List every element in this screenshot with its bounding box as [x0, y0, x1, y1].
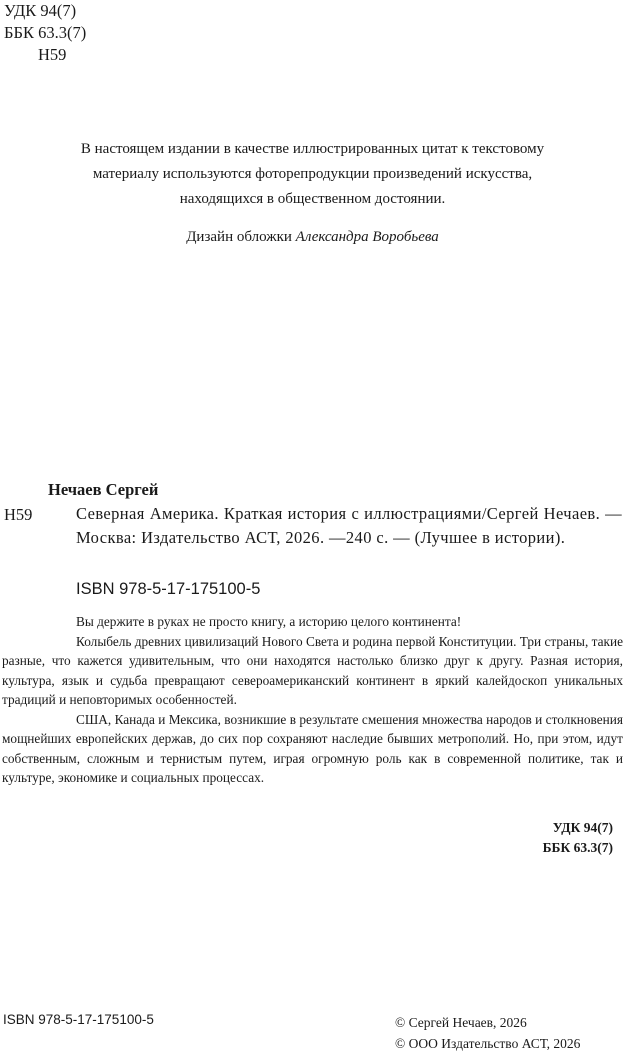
- annotation-paragraph: США, Канада и Мексика, возникшие в результате смешения множества народов и столкновения мощнейших европейских держав, до сих пор сохраняют наследие бывших метрополий. Но, при этом, идут собственным, сложным и тернистым путем, играя огромную роль как в современной политике, так и культуре, экономике и социальных процессах.: [2, 711, 623, 785]
- bib-isbn: ISBN 978-5-17-175100-5: [76, 580, 261, 598]
- annotation-paragraph: Колыбель древних цивилизаций Нового Света и родина первой Конституции. Три страны, такие разные, что кажется удивительным, что они находятся настолько близко друг к другу. Разная история, культура, язык и судьба превращают североамериканский континент в яркий калейдоскоп уникальных традиций и неповторимых особенностей.: [2, 633, 623, 707]
- bib-author-mark: Н59: [4, 505, 33, 524]
- classification-codes-bottom: [543, 818, 613, 858]
- annotation: [2, 612, 623, 788]
- udk-code: УДК 94(7): [4, 1, 77, 20]
- copyright-block: [395, 1012, 580, 1054]
- notice-line: находящихся в общественном достоянии.: [179, 191, 446, 207]
- copyright-author: © Сергей Нечаев, 2026: [395, 1015, 527, 1030]
- cover-design-credit: [0, 229, 625, 246]
- footer-isbn: ISBN 978-5-17-175100-5: [3, 1012, 154, 1027]
- bbk-code: ББК 63.3(7): [542, 840, 613, 855]
- notice-line: материалу используются фоторепродукции произведений искусства,: [92, 166, 533, 182]
- bib-description: [76, 502, 622, 550]
- udk-code: УДК 94(7): [552, 820, 613, 835]
- bib-description-text: Северная Америка. Краткая история с иллюстрациями/Сергей Нечаев. — Москва: Издательство АСТ, 2026. —240 с. — (Лучшее в истории).: [76, 504, 622, 547]
- illustration-notice: [20, 137, 605, 212]
- classification-codes-top: [4, 0, 86, 66]
- author-mark: Н59: [38, 45, 67, 64]
- notice-line: В настоящем издании в качестве иллюстрированных цитат к текстовому: [80, 141, 545, 157]
- designer-name: Александра Воробьева: [295, 229, 439, 245]
- copyright-publisher: © ООО Издательство АСТ, 2026: [395, 1036, 581, 1051]
- bib-author: Нечаев Сергей: [48, 480, 159, 499]
- design-label: Дизайн обложки: [186, 229, 296, 245]
- annotation-paragraph: Вы держите в руках не просто книгу, а историю целого континента!: [76, 614, 462, 629]
- bbk-code: ББК 63.3(7): [4, 23, 87, 42]
